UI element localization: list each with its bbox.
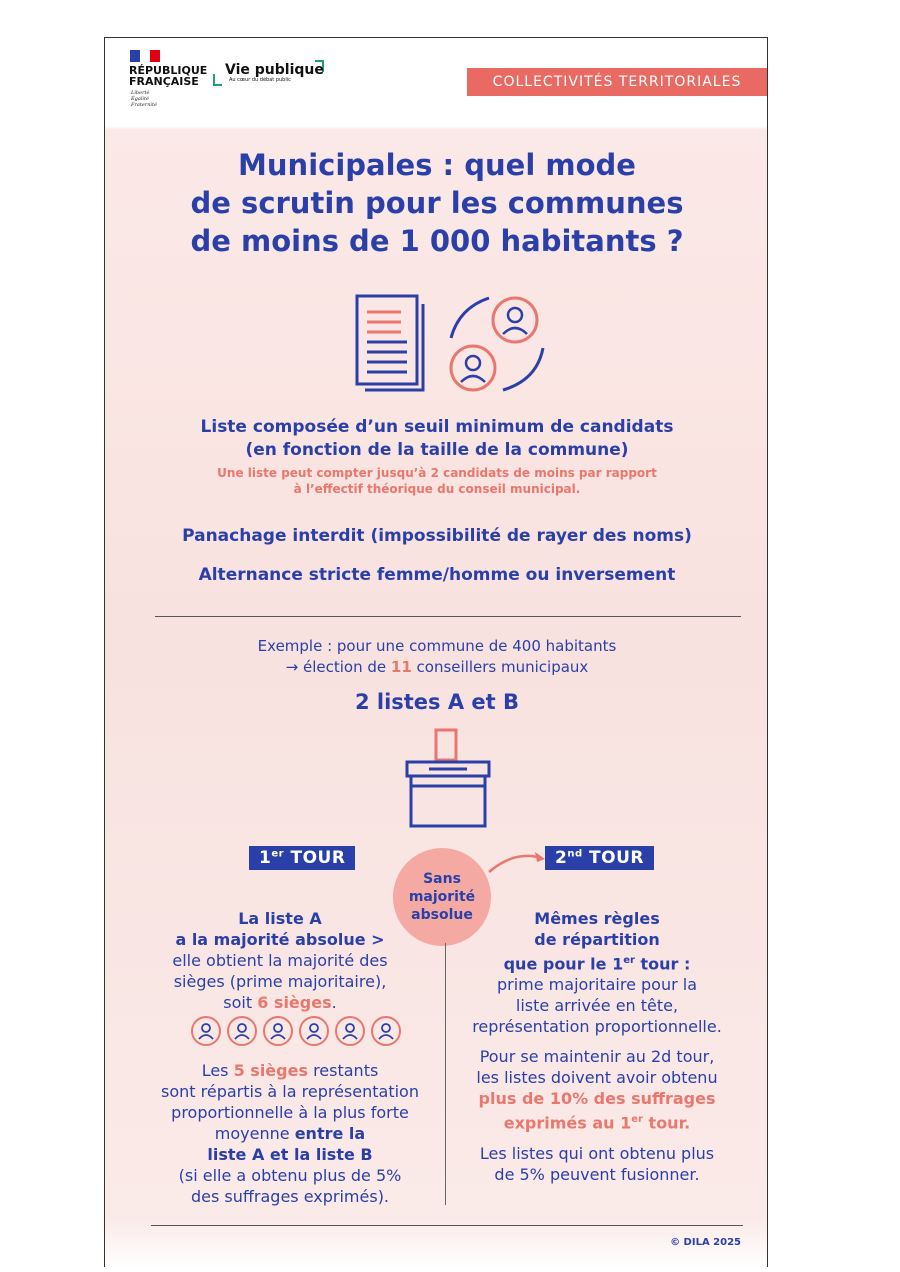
t2-line-1: Mêmes règles xyxy=(534,909,660,928)
vie-publique-title: Vie publique xyxy=(225,62,324,78)
seat-icon xyxy=(263,1016,293,1046)
panachage-rule: Panachage interdit (impossibilité de rayer des noms) xyxy=(182,526,692,546)
lists-heading: 2 listes A et B xyxy=(354,690,520,714)
t1-p2-line-4-bold: entre la xyxy=(294,1124,366,1143)
t2-line-3-sup: er xyxy=(623,955,635,966)
french-flag-icon xyxy=(130,50,160,62)
seat-icon xyxy=(227,1016,257,1046)
infographic-sheet xyxy=(104,37,768,1267)
t2-line-3-pre: que pour le 1 xyxy=(503,954,624,974)
t1-p2-line-2: sont répartis à la représentation xyxy=(161,1082,419,1101)
example-text xyxy=(105,636,769,678)
footer-divider xyxy=(151,1225,743,1226)
section-divider xyxy=(155,616,741,617)
ballot-list-voters-icon xyxy=(351,290,551,400)
list-rule-note xyxy=(105,465,769,497)
t1-line-1: La liste A xyxy=(238,909,322,928)
t1-p2-line-1 xyxy=(145,1060,435,1081)
t1-p2-line-3: proportionnelle à la plus forte xyxy=(171,1103,409,1122)
second-round-sup: nd xyxy=(567,848,583,860)
list-composition-rule xyxy=(105,416,769,462)
t2-line-3 xyxy=(457,950,737,974)
no-majority-line-3: absolue xyxy=(411,907,473,923)
no-majority-line-1: Sans xyxy=(423,871,461,887)
t1-line-5 xyxy=(145,992,415,1013)
page-title xyxy=(105,146,769,260)
example-line-2-post: conseillers municipaux xyxy=(411,658,589,676)
t2-p2-line-4-post: tour. xyxy=(642,1113,691,1133)
first-round-column xyxy=(145,908,415,1013)
example-line-2 xyxy=(105,657,769,678)
category-banner: COLLECTIVITÉS TERRITORIALES xyxy=(467,68,767,96)
motto-fraternite: Fraternité xyxy=(131,102,157,108)
motto-egalite: Égalité xyxy=(131,96,149,102)
vie-publique-logo xyxy=(213,62,324,83)
title-line-3: de moins de 1 000 habitants ? xyxy=(190,224,684,258)
t1-p2-line-4 xyxy=(145,1123,435,1144)
t1-p2-line-7: des suffrages exprimés). xyxy=(190,1187,390,1206)
copyright: © DILA 2025 xyxy=(670,1237,741,1248)
second-round-word: TOUR xyxy=(582,848,644,868)
t2-p2-line-4 xyxy=(457,1109,737,1133)
list-rule-line-2: (en fonction de la taille de la commune) xyxy=(245,440,629,460)
seat-icon xyxy=(371,1016,401,1046)
republic-line-1: RÉPUBLIQUE xyxy=(129,64,208,77)
t1-line-5-post: . xyxy=(331,993,337,1012)
t2-line-2: de répartition xyxy=(534,930,660,949)
t1-line-4: sièges (prime majoritaire), xyxy=(173,972,387,991)
t2-p2-line-3: plus de 10% des suffrages xyxy=(478,1089,716,1109)
t1-p2-line-1-pre: Les xyxy=(201,1061,234,1080)
second-round-badge xyxy=(545,846,654,870)
t2-paragraph-3 xyxy=(457,1143,737,1185)
t1-line-5-pre: soit xyxy=(223,993,258,1012)
t2-p2-line-4-pre: exprimés au 1 xyxy=(503,1113,632,1133)
example-line-1: Exemple : pour une commune de 400 habitants xyxy=(257,637,617,655)
t2-p2-line-4-sup: er xyxy=(631,1114,643,1126)
vie-publique-subtitle: Au cœur du débat public xyxy=(229,77,291,83)
councillors-count: 11 xyxy=(390,658,412,676)
t1-p2-line-4-pre: moyenne xyxy=(214,1124,295,1143)
t1-line-3: elle obtient la majorité des xyxy=(172,951,388,970)
second-round-num: 2 xyxy=(555,848,568,868)
title-line-2: de scrutin pour les communes xyxy=(190,186,684,220)
t2-line-3-post: tour : xyxy=(634,954,691,974)
seat-icon xyxy=(299,1016,329,1046)
t2-line-4: prime majoritaire pour la xyxy=(496,975,698,995)
republic-motto xyxy=(131,90,157,108)
example-line-2-pre: → élection de xyxy=(285,658,391,676)
second-round-column xyxy=(457,908,737,1185)
t2-line-6: représentation proportionnelle. xyxy=(472,1017,722,1037)
list-note-line-1: Une liste peut compter jusqu’à 2 candidats de moins par rapport xyxy=(217,466,657,480)
seat-icon xyxy=(335,1016,365,1046)
title-line-1: Municipales : quel mode xyxy=(238,148,636,182)
republique-francaise-logo xyxy=(129,65,207,87)
t1-p2-line-6: (si elle a obtenu plus de 5% xyxy=(178,1166,402,1185)
t1-line-2: a la majorité absolue > xyxy=(175,930,385,949)
first-round-num: 1 xyxy=(259,848,272,868)
alternance-rule: Alternance stricte femme/homme ou inversement xyxy=(198,565,676,585)
t2-line-5: liste arrivée en tête, xyxy=(515,996,679,1016)
seat-icon xyxy=(191,1016,221,1046)
majority-seats: 6 sièges xyxy=(257,993,332,1012)
first-round-badge xyxy=(249,846,355,870)
ballot-box-icon xyxy=(401,728,495,832)
list-note-line-2: à l’effectif théorique du conseil municipal. xyxy=(293,482,581,496)
t2-p2-line-1: Pour se maintenir au 2d tour, xyxy=(479,1047,715,1067)
list-rule-line-1: Liste composée d’un seuil minimum de candidats xyxy=(200,417,674,437)
t2-p3-line-1: Les listes qui ont obtenu plus xyxy=(479,1143,715,1163)
t1-p2-line-1-post: restants xyxy=(307,1061,379,1080)
motto-liberte: Liberté xyxy=(131,90,150,96)
no-majority-line-2: majorité xyxy=(408,889,476,905)
first-round-sup: er xyxy=(271,848,285,860)
column-divider xyxy=(445,943,446,1205)
t2-paragraph-2 xyxy=(457,1046,737,1133)
arrow-right-icon xyxy=(485,846,551,876)
t2-p3-line-2: de 5% peuvent fusionner. xyxy=(494,1164,700,1184)
first-round-remaining xyxy=(145,1060,435,1207)
republic-line-2: FRANÇAISE xyxy=(129,75,199,88)
first-round-word: TOUR xyxy=(284,848,346,868)
t2-p2-line-2: les listes doivent avoir obtenu xyxy=(476,1068,718,1088)
seat-icons xyxy=(191,1016,401,1046)
remaining-seats: 5 sièges xyxy=(233,1061,308,1080)
t1-p2-line-5: liste A et la liste B xyxy=(207,1145,373,1164)
